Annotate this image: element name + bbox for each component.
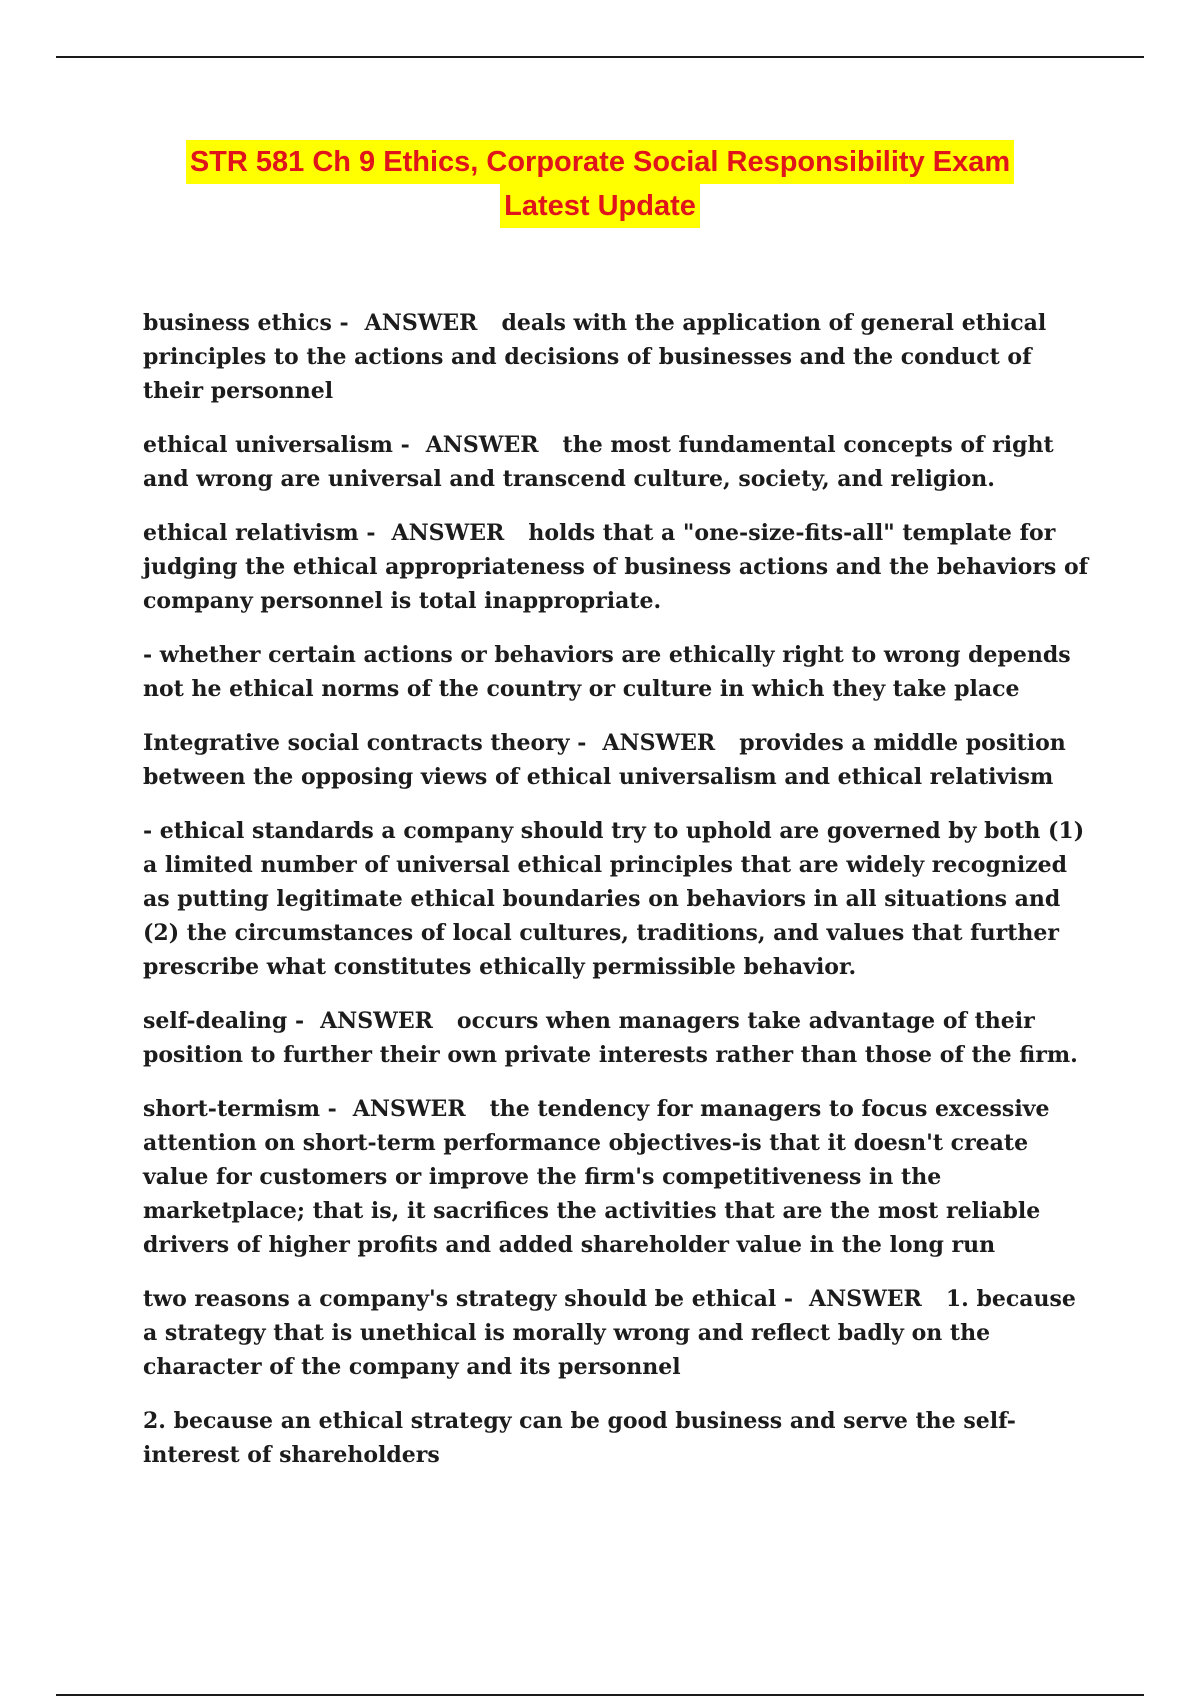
entry-definition: provides a middle position between the opposing views of ethical universalism and ethical relativism bbox=[143, 730, 1066, 790]
qa-entry-two-reasons bbox=[143, 1282, 1093, 1384]
entry-term: self-dealing - bbox=[143, 1008, 305, 1034]
entry-continuation: 2. because an ethical strategy can be good business and serve the self-interest of shareholders bbox=[143, 1408, 1016, 1468]
qa-entry-self-dealing bbox=[143, 1004, 1093, 1072]
entry-definition: occurs when managers take advantage of their position to further their own private interests rather than those of the firm. bbox=[143, 1008, 1078, 1068]
qa-entry-continuation bbox=[143, 638, 1093, 706]
qa-entry-integrative-social-contracts bbox=[143, 726, 1093, 794]
entry-continuation: - ethical standards a company should try to uphold are governed by both (1) a limited number of universal ethical principles that are widely recognized as putting legitimate ethical boundaries on behaviors in all situations and (2) the circumstances of local cultures, traditions, and values that further prescribe what constitutes ethically permissible behavior. bbox=[143, 818, 1085, 980]
bottom-rule bbox=[56, 1694, 1144, 1696]
answer-label: ANSWER bbox=[320, 1008, 433, 1034]
entry-term: ethical universalism - bbox=[143, 432, 410, 458]
entry-continuation: - whether certain actions or behaviors are ethically right to wrong depends not he ethical norms of the country or culture in which they take place bbox=[143, 642, 1071, 702]
qa-list bbox=[143, 306, 1093, 1492]
entry-term: ethical relativism - bbox=[143, 520, 376, 546]
entry-definition: the most fundamental concepts of right and wrong are universal and transcend culture, society, and religion. bbox=[143, 432, 1054, 492]
answer-label: ANSWER bbox=[364, 310, 478, 336]
title-line-1: STR 581 Ch 9 Ethics, Corporate Social Responsibility Exam bbox=[186, 140, 1014, 184]
entry-definition: 1. because a strategy that is unethical is morally wrong and reflect badly on the character of the company and its personnel bbox=[143, 1286, 1076, 1380]
entry-definition: holds that a "one-size-fits-all" template for judging the ethical appropriateness of business actions and the behaviors of company personnel is total inappropriate. bbox=[143, 520, 1089, 614]
qa-entry-short-termism bbox=[143, 1092, 1093, 1262]
qa-entry-continuation bbox=[143, 1404, 1093, 1472]
entry-definition: deals with the application of general ethical principles to the actions and decisions of businesses and the conduct of their personnel bbox=[143, 310, 1047, 404]
top-rule bbox=[56, 56, 1144, 58]
answer-label: ANSWER bbox=[809, 1286, 922, 1312]
document-title bbox=[100, 140, 1100, 228]
entry-term: short-termism - bbox=[143, 1096, 337, 1122]
entry-definition: the tendency for managers to focus excessive attention on short-term performance objectives-is that it doesn't create value for customers or improve the firm's competitiveness in the marketplace; that is, it sacrifices the activities that are the most reliable drivers of higher profits and added shareholder value in the long run bbox=[143, 1096, 1050, 1258]
qa-entry-ethical-universalism bbox=[143, 428, 1093, 496]
answer-label: ANSWER bbox=[425, 432, 539, 458]
entry-term: Integrative social contracts theory - bbox=[143, 730, 587, 756]
answer-label: ANSWER bbox=[352, 1096, 466, 1122]
entry-term: business ethics - bbox=[143, 310, 349, 336]
qa-entry-ethical-relativism bbox=[143, 516, 1093, 618]
qa-entry-business-ethics bbox=[143, 306, 1093, 408]
entry-term: two reasons a company's strategy should be ethical - bbox=[143, 1286, 794, 1312]
qa-entry-continuation bbox=[143, 814, 1093, 984]
answer-label: ANSWER bbox=[391, 520, 505, 546]
answer-label: ANSWER bbox=[602, 730, 716, 756]
title-line-2: Latest Update bbox=[500, 184, 700, 228]
